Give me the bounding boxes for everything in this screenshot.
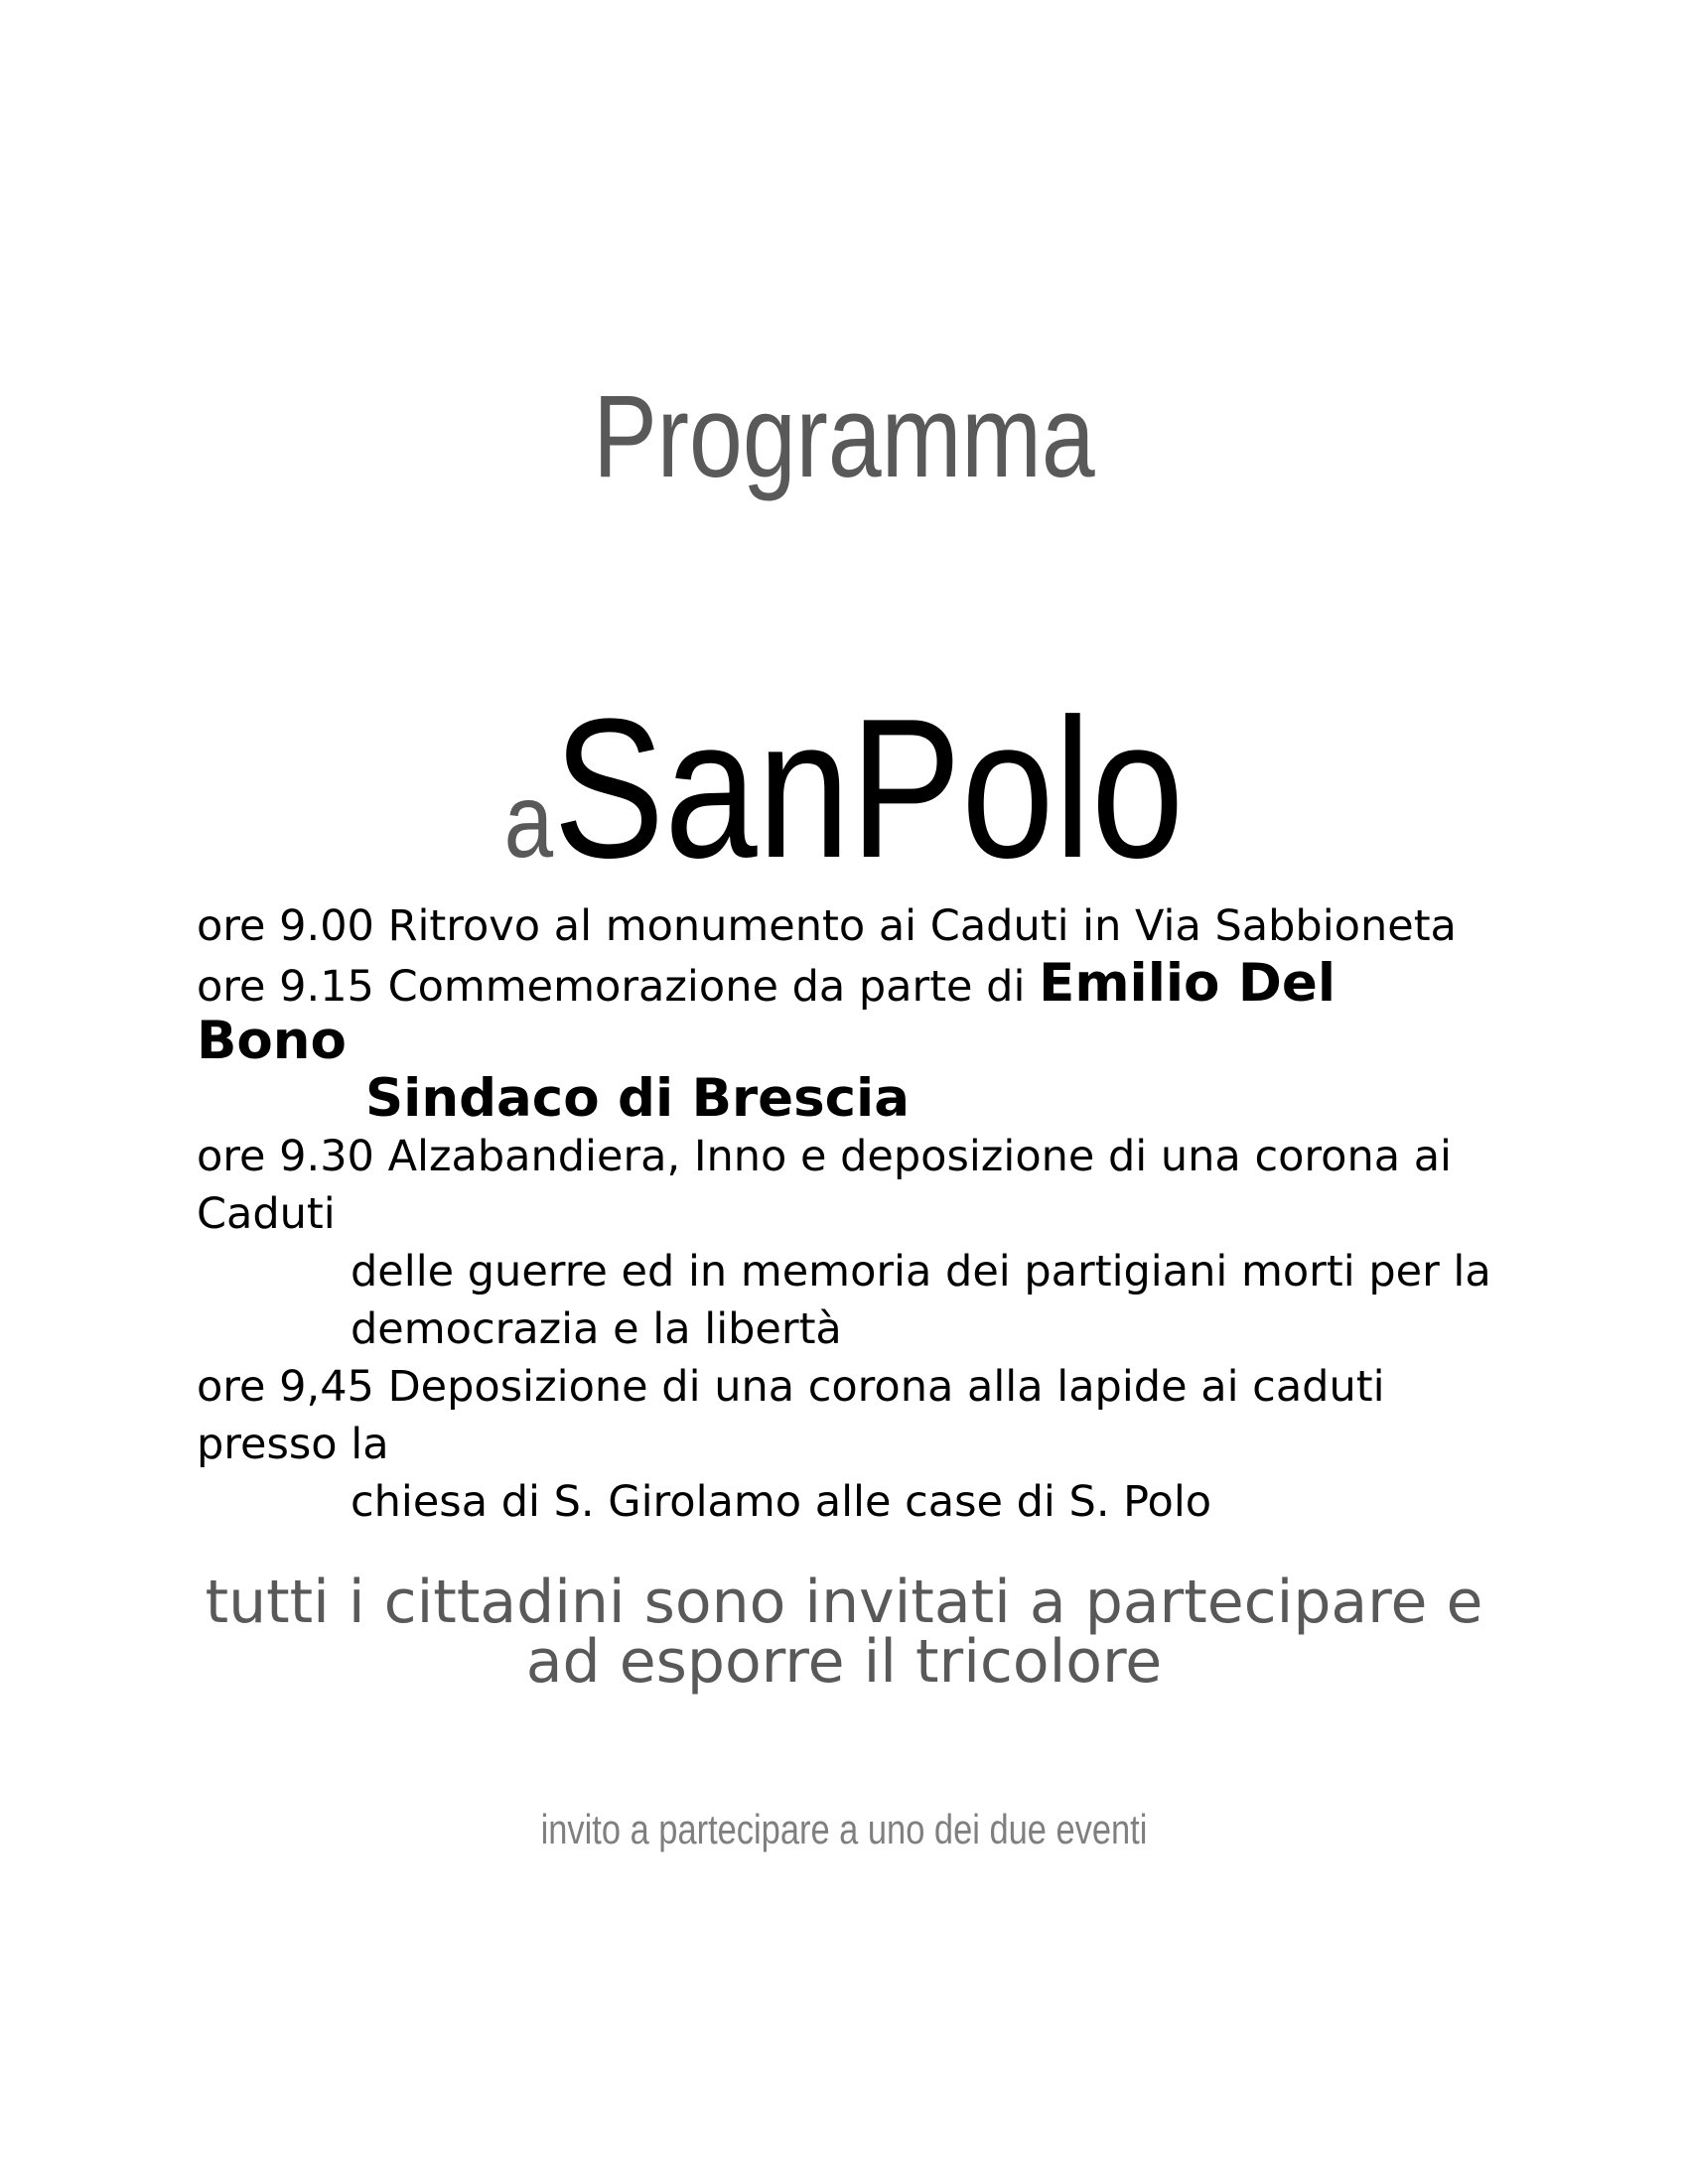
schedule-item-3-line-3: delle guerre ed in memoria dei partigiani morti per la (351, 1247, 1491, 1297)
schedule-item-3-line-2: Caduti (197, 1189, 336, 1239)
document-title: Programma (593, 371, 1095, 502)
speaker-role: Sindaco di Brescia (365, 1068, 910, 1129)
invitation-text (0, 1568, 1688, 1697)
invitation-line-2: ad esporre il tricolore (525, 1627, 1163, 1697)
footer-note: invito a partecipare a uno dei due eventi (540, 1806, 1148, 1852)
place-prefix: a (503, 762, 554, 880)
schedule-item-4-line-3: chiesa di S. Girolamo alle case di S. Polo (351, 1477, 1212, 1527)
schedule-item-3-line-4: democrazia e la libertà (351, 1304, 842, 1354)
invitation-line-1: tutti i cittadini sono invitati a partecipare e (205, 1568, 1483, 1637)
schedule-item-4-line-2: presso la (197, 1420, 389, 1469)
place-name: SanPolo (553, 678, 1185, 899)
schedule-item-4-line-1: ore 9,45 Deposizione di una corona alla lapide ai caduti (197, 1362, 1385, 1412)
schedule-list (197, 897, 1567, 1531)
place-heading (135, 678, 1553, 899)
speaker-name: Emilio Del (1039, 953, 1336, 1014)
speaker-name-continued: Bono (197, 1011, 347, 1071)
schedule-item-2 (197, 955, 1567, 1013)
schedule-item-3-line-1: ore 9.30 Alzabandiera, Inno e deposizione di una corona ai (197, 1132, 1453, 1181)
schedule-item-2-text: ore 9.15 Commemorazione da parte di (197, 962, 1040, 1012)
schedule-item-1: ore 9.00 Ritrovo al monumento ai Caduti in Via Sabbioneta (197, 901, 1457, 951)
